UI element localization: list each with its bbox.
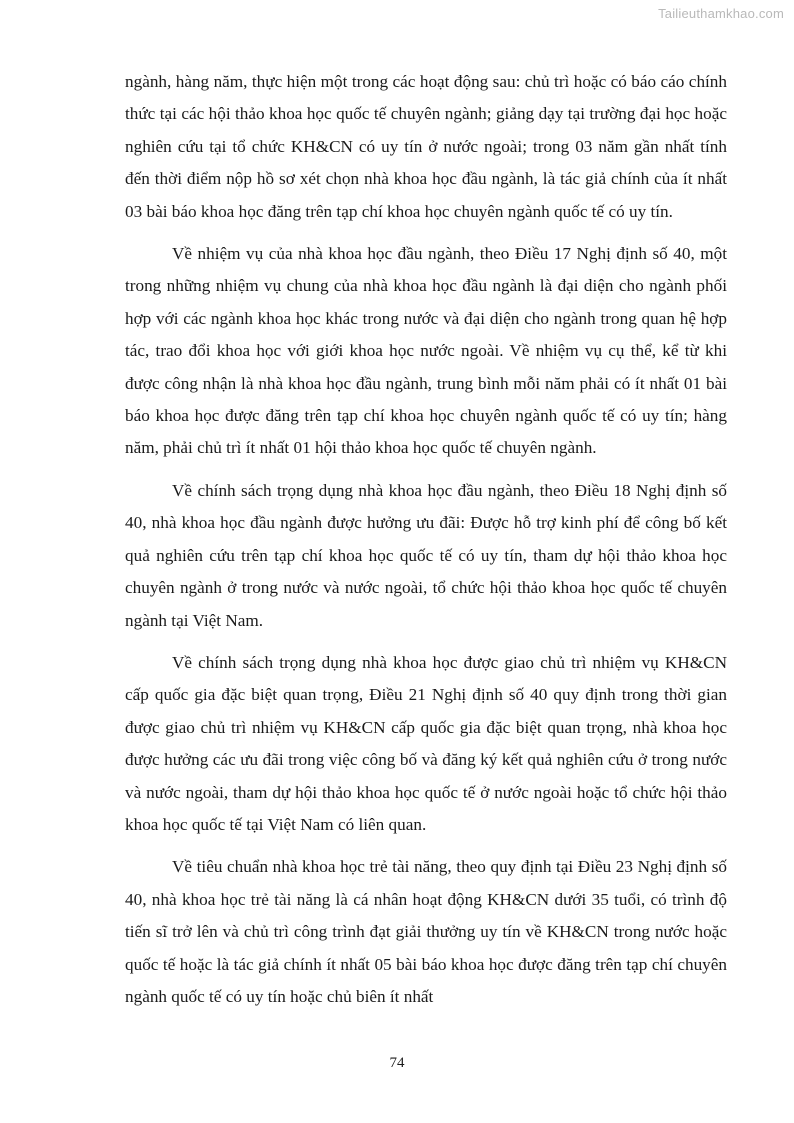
document-body [125,66,727,1023]
paragraph-young-talent-criteria: Về tiêu chuẩn nhà khoa học trẻ tài năng, theo quy định tại Điều 23 Nghị định số 40, nhà khoa học trẻ tài năng là cá nhân hoạt động KH&CN dưới 35 tuổi, có trình độ tiến sĩ trở lên và chủ trì công trình đạt giải thưởng uy tín về KH&CN trong nước hoặc quốc tế hoặc là tác giả chính ít nhất 05 bài báo khoa học được đăng trên tạp chí chuyên ngành quốc tế có uy tín hoặc chủ biên ít nhất [125,857,727,1006]
page-number: 74 [389,1055,405,1071]
paragraph-continuation: ngành, hàng năm, thực hiện một trong các hoạt động sau: chủ trì hoặc có báo cáo chính thức tại các hội thảo khoa học quốc tế chuyên ngành; giảng dạy tại trường đại học hoặc nghiên cứu tại tổ chức KH&CN có uy tín ở nước ngoài; trong 03 năm gần nhất tính đến thời điểm nộp hồ sơ xét chọn nhà khoa học đầu ngành, là tác giả chính của ít nhất 03 bài báo khoa học đăng trên tạp chí khoa học chuyên ngành quốc tế có uy tín. [125,72,727,221]
watermark-text: Tailieuthamkhao.com [658,6,784,21]
paragraph-national-task-policy: Về chính sách trọng dụng nhà khoa học được giao chủ trì nhiệm vụ KH&CN cấp quốc gia đặc biệt quan trọng, Điều 21 Nghị định số 40 quy định trong thời gian được giao chủ trì nhiệm vụ KH&CN cấp quốc gia đặc biệt quan trọng, nhà khoa học được hưởng các ưu đãi trong việc công bố và đăng ký kết quả nghiên cứu ở trong nước và nước ngoài, tham dự hội thảo khoa học quốc tế ở nước ngoài hoặc tổ chức hội thảo khoa học quốc tế tại Việt Nam có liên quan. [125,652,727,834]
paragraph-leading-scientist-policy: Về chính sách trọng dụng nhà khoa học đầu ngành, theo Điều 18 Nghị định số 40, nhà khoa học đầu ngành được hưởng ưu đãi: Được hỗ trợ kinh phí để công bố kết quả nghiên cứu trên tạp chí khoa học quốc tế có uy tín, tham dự hội thảo khoa học chuyên ngành ở trong nước và nước ngoài, tổ chức hội thảo khoa học quốc tế chuyên ngành tại Việt Nam. [125,480,727,630]
paragraph-leading-scientist-duties: Về nhiệm vụ của nhà khoa học đầu ngành, theo Điều 17 Nghị định số 40, một trong những nhiệm vụ chung của nhà khoa học đầu ngành là đại diện cho ngành phối hợp với các ngành khoa học khác trong nước và đại diện cho ngành trong quan hệ hợp tác, trao đổi khoa học với giới khoa học nước ngoài. Về nhiệm vụ cụ thể, kể từ khi được công nhận là nhà khoa học đầu ngành, trung bình mỗi năm phải có ít nhất 01 bài báo khoa học được đăng trên tạp chí khoa học chuyên ngành quốc tế có uy tín; hàng năm, phải chủ trì ít nhất 01 hội thảo khoa học quốc tế chuyên ngành. [125,244,727,458]
